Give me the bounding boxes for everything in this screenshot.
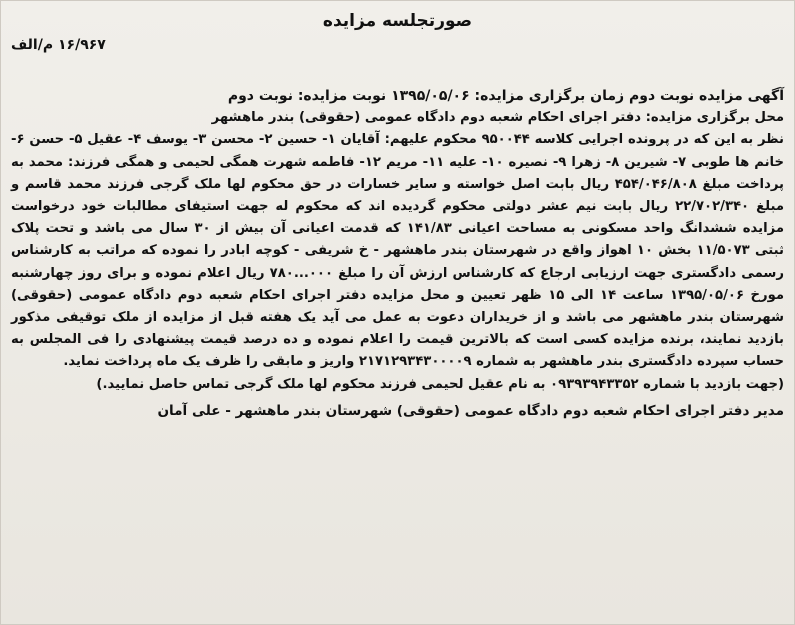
- signature-line: مدیر دفتر اجرای احکام شعبه دوم دادگاه عمومی (حقوقی) شهرستان بندر ماهشهر - علی آمان: [157, 402, 784, 419]
- auction-location: محل برگزاری مزایده: دفتر اجرای احکام شعبه دوم دادگاه عمومی (حقوقی) بندر ماهشهر: [211, 110, 784, 126]
- auction-heading: آگهی مزایده نوبت دوم زمان برگزاری مزایده: ۱۳۹۵/۰۵/۰۶ نوبت مزایده: نوبت دوم: [227, 88, 784, 104]
- document-number: ۱۶/۹۶۷ م/الف: [11, 37, 106, 53]
- document-body: [11, 85, 784, 422]
- auction-main-text: نظر به این که در پرونده اجرایی کلاسه ۹۵۰۰۴۴ محکوم علیهم: آقایان ۱- حسین ۲- محسن ۳- یوسف ۴- عقیل ۵- حسن ۶- خانم ها طوبی ۷- شیرین ۸- زهرا ۹- نصیره ۱۰- علیه ۱۱- مریم ۱۲- فاطمه شهرت همگی لحیمی و همگی فرزند: محمد به پرداخت مبلغ ۴۵۴/۰۴۶/۸۰۸ ریال بابت اصل خواسته و سایر خسارات در حق محکوم لها ملک گرجی فرزند محمد قاسم و مبلغ ۲۲/۷۰۲/۳۴۰ ریال بابت نیم عشر دولتی محکوم گردیده اند که محکوم له جهت استیفای مطالبات خود درخواست مزایده ششدانگ واحد مسکونی به مساحت اعیانی ۱۴۱/۸۳ که قدمت اعیانی آن بیش از ۳۰ سال می باشد و تحت پلاک ثبتی ۱۱/۵۰۷۳ بخش ۱۰ اهواز واقع در شهرستان بندر ماهشهر - خ شریفی - کوچه ابادر را نموده که مراتب به کارشناس رسمی دادگستری جهت ارزیابی ارجاع که کارشناس ارزش آن را مبلغ ۰۰۰...۷۸۰ ریال اعلام نموده و برای روز چهارشنبه مورخ ۱۳۹۵/۰۵/۰۶ ساعت ۱۴ الی ۱۵ ظهر تعیین و محل مزایده دفتر اجرای احکام شعبه دوم دادگاه عمومی (حقوقی) شهرستان بندر ماهشهر می باشد و از خریداران دعوت به عمل می آید یک هفته قبل از مزایده از ملک توقیفی مذکور بازدید نمایند، برنده مزایده کسی است که بالاترین قیمت را اعلام نموده و ده درصد قیمت پیشنهادی را فی المجلس به حساب سپرده دادگستری بندر ماهشهر به شماره ۲۱۷۱۲۹۳۴۳۰۰۰۰۹ واریز و مابقی را ظرف یک ماه پرداخت نماید.: [11, 132, 785, 370]
- visit-note: (جهت بازدید با شماره ۰۹۳۹۳۹۴۳۳۵۲ به نام عقیل لحیمی فرزند محکوم لها ملک گرجی تماس حاصل نمایید.): [96, 376, 784, 392]
- document-title: صورتجلسه مزایده: [322, 11, 473, 31]
